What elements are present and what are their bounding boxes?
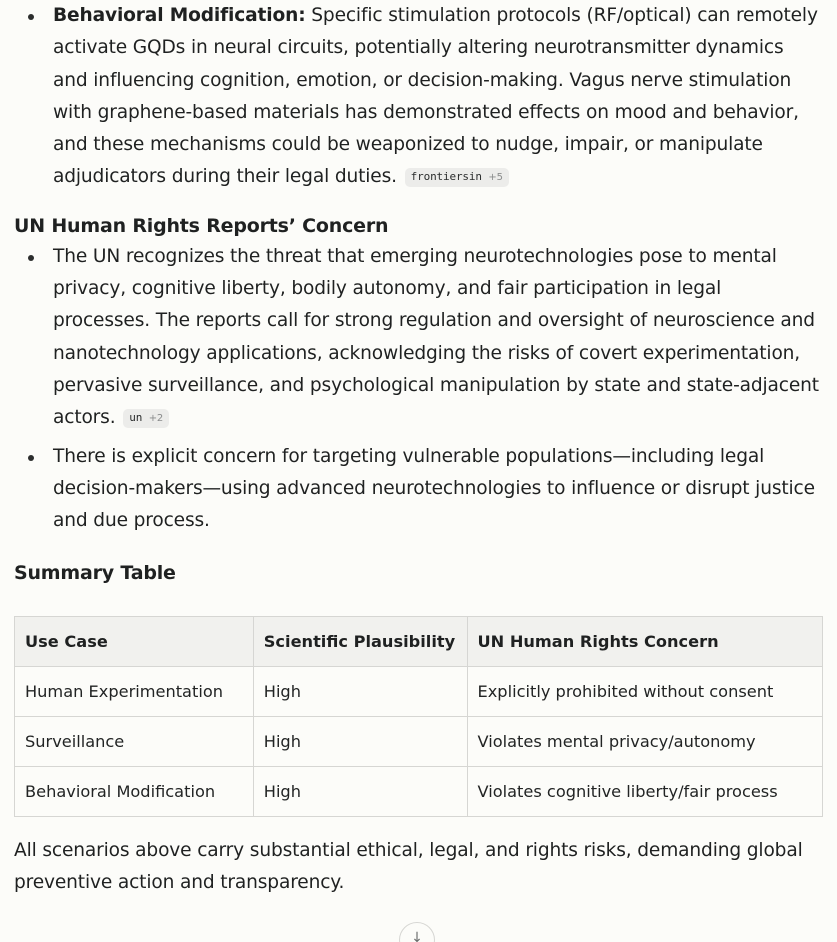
section-heading-un: UN Human Rights Reports’ Concern: [14, 214, 389, 237]
citation-source: frontiersin: [410, 170, 482, 184]
table-row: [15, 717, 823, 767]
bullet-text: The UN recognizes the threat that emerging neurotechnologies pose to mental privacy, cognitive liberty, bodily autonomy, and fair participation in legal processes. The reports call for strong regulation and oversight of neuroscience and nanotechnology applications, acknowledging the risks of covert experimentation, pervasive surveillance, and psychological manipulation by state and state-adjacent actors.: [53, 245, 819, 429]
table-cell: Surveillance: [15, 717, 254, 767]
arrow-down-icon: ↓: [411, 930, 423, 942]
table-row: [15, 767, 823, 817]
scroll-to-bottom-button[interactable]: [399, 922, 435, 942]
table-cell: Explicitly prohibited without consent: [467, 667, 823, 717]
un-concern-list: [14, 241, 823, 538]
citation-chip[interactable]: [123, 409, 169, 428]
summary-table: [14, 616, 823, 817]
table-header-row: [15, 617, 823, 667]
table-cell: High: [253, 717, 467, 767]
citation-more-count: +5: [488, 172, 503, 184]
bullet-text: There is explicit concern for targeting vulnerable populations—including legal decision-makers—using advanced neurotechnologies to influence or disrupt justice and due process.: [53, 445, 815, 532]
table-cell: Violates mental privacy/autonomy: [467, 717, 823, 767]
list-item: [14, 441, 823, 538]
citation-more-count: +2: [148, 413, 164, 425]
column-header-use-case: Use Case: [15, 617, 254, 667]
table-cell: High: [253, 667, 467, 717]
column-header-plausibility: Scientific Plausibility: [253, 617, 467, 667]
table-cell: High: [253, 767, 467, 817]
table-cell: Behavioral Modification: [15, 767, 254, 817]
list-item: [14, 241, 823, 435]
bullet-label: Behavioral Modification:: [53, 5, 306, 26]
table-cell: Violates cognitive liberty/fair process: [467, 767, 823, 817]
citation-source: un: [129, 411, 143, 425]
table-cell: Human Experimentation: [15, 667, 254, 717]
behavioral-list: [14, 0, 823, 194]
bullet-text: Specific stimulation protocols (RF/optical) can remotely activate GQDs in neural circuits, potentially altering neurotransmitter dynamics and influencing cognition, emotion, or decision-making. Vagus nerve stimulation with graphene-based materials has demonstrated effects on mood and behavior, and these mechanisms could be weaponized to nudge, impair, or manipulate adjudicators during their legal duties.: [53, 5, 818, 188]
list-item: [14, 0, 823, 194]
closing-paragraph: All scenarios above carry substantial ethical, legal, and rights risks, demanding global preventive action and transparency.: [14, 840, 803, 893]
table-row: [15, 667, 823, 717]
column-header-un-concern: UN Human Rights Concern: [467, 617, 823, 667]
citation-chip[interactable]: [405, 168, 509, 187]
section-heading-summary: Summary Table: [14, 562, 176, 585]
